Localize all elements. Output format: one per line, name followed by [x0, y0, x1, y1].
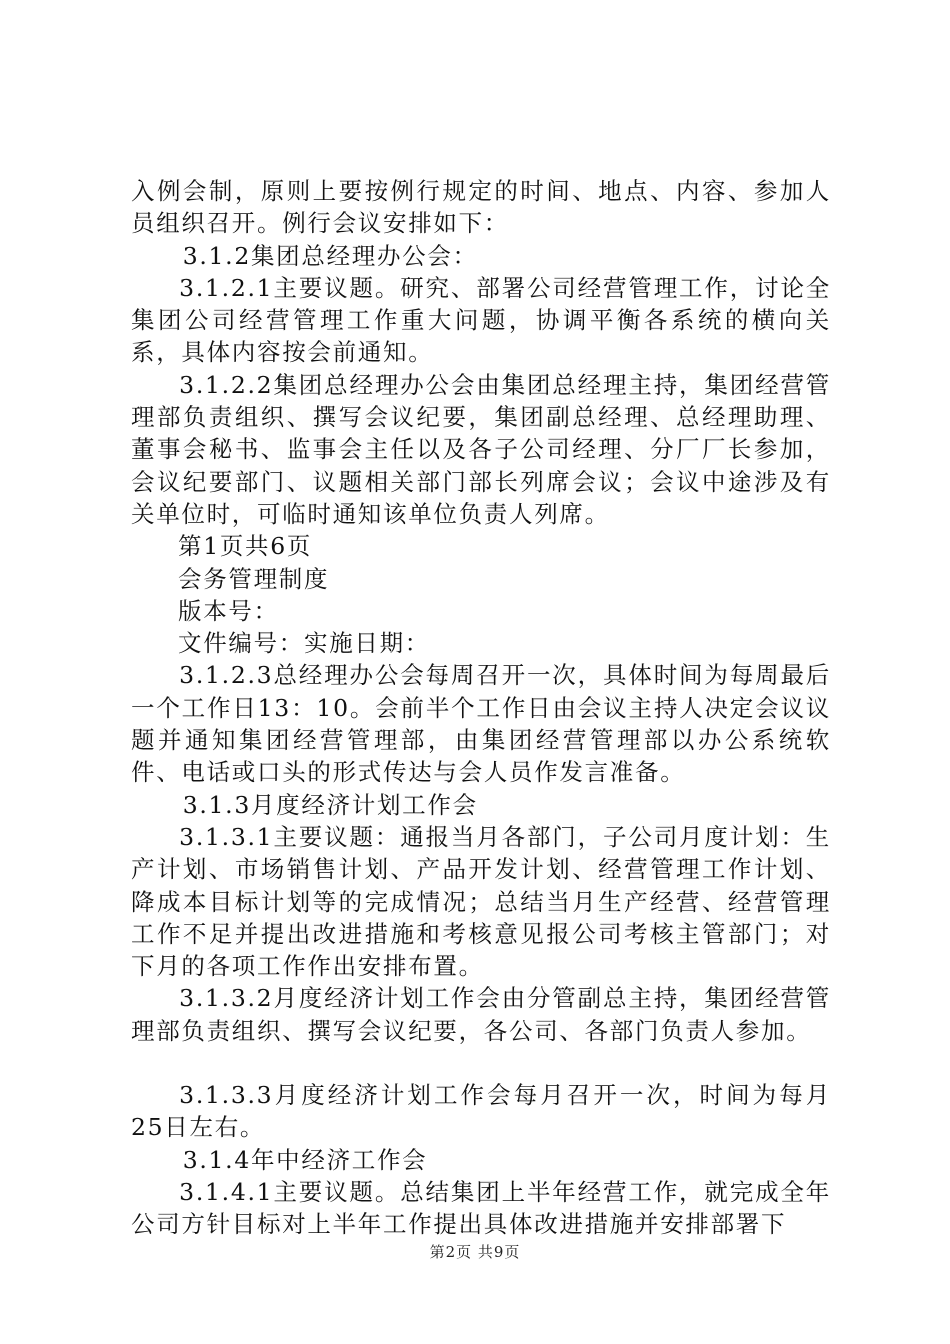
- paragraph-3-1-3-1: 3.1.3.1主要议题：通报当月各部门，子公司月度计划：生产计划、市场销售计划、产品开发计划、经营管理工作计划、降成本目标计划等的完成情况；总结当月生产经营、经营管理工作不足并提出改进措施和考核意见报公司考核主管部门；对下月的各项工作作出安排布置。: [131, 822, 831, 981]
- paragraph-3-1-4-1: 3.1.4.1主要议题。总结集团上半年经营工作，就完成全年公司方针目标对上半年工作提出具体改进措施并安排部署下: [131, 1177, 831, 1239]
- file-number-label: 文件编号：实施日期：: [178, 629, 430, 658]
- paragraph-3-1-2-1: 3.1.2.1主要议题。研究、部署公司经营管理工作，讨论全集团公司经营管理工作重大问题，协调平衡各系统的横向关系，具体内容按会前通知。: [131, 273, 831, 367]
- version-label: 版本号：: [178, 596, 279, 625]
- heading-3-1-4: 3.1.4年中经济工作会: [182, 1145, 428, 1174]
- page-footer: 第2页 共9页: [429, 1243, 521, 1261]
- paragraph-3-1-3-3: 3.1.3.3月度经济计划工作会每月召开一次，时间为每月25日左右。: [131, 1081, 831, 1142]
- heading-3-1-3: 3.1.3月度经济计划工作会: [182, 790, 478, 819]
- heading-3-1-2: 3.1.2集团总经理办公会：: [182, 241, 478, 270]
- paragraph-intro: 入例会制，原则上要按例行规定的时间、地点、内容、参加人员组织召开。例行会议安排如下：: [131, 177, 831, 238]
- paragraph-3-1-2-3: 3.1.2.3总经理办公会每周召开一次，具体时间为每周最后一个工作日13：10。会前半个工作日由会议主持人决定会议议题并通知集团经营管理部，由集团经营管理部以办公系统软件、电话或口头的形式传达与会人员作发言准备。: [131, 661, 831, 787]
- document-title: 会务管理制度: [178, 564, 330, 593]
- inner-page-number: 第1页共6页: [178, 532, 313, 561]
- paragraph-3-1-2-2: 3.1.2.2集团总经理办公会由集团总经理主持，集团经营管理部负责组织、撰写会议纪要，集团副总经理、总经理助理、董事会秘书、监事会主任以及各子公司经理、分厂厂长参加，会议纪要部门、议题相关部门部长列席会议；会议中途涉及有关单位时，可临时通知该单位负责人列席。: [131, 370, 831, 528]
- document-body: [131, 175, 831, 1241]
- paragraph-3-1-3-2: 3.1.3.2月度经济计划工作会由分管副总主持，集团经营管理部负责组织、撰写会议纪要，各公司、各部门负责人参加。: [131, 984, 831, 1045]
